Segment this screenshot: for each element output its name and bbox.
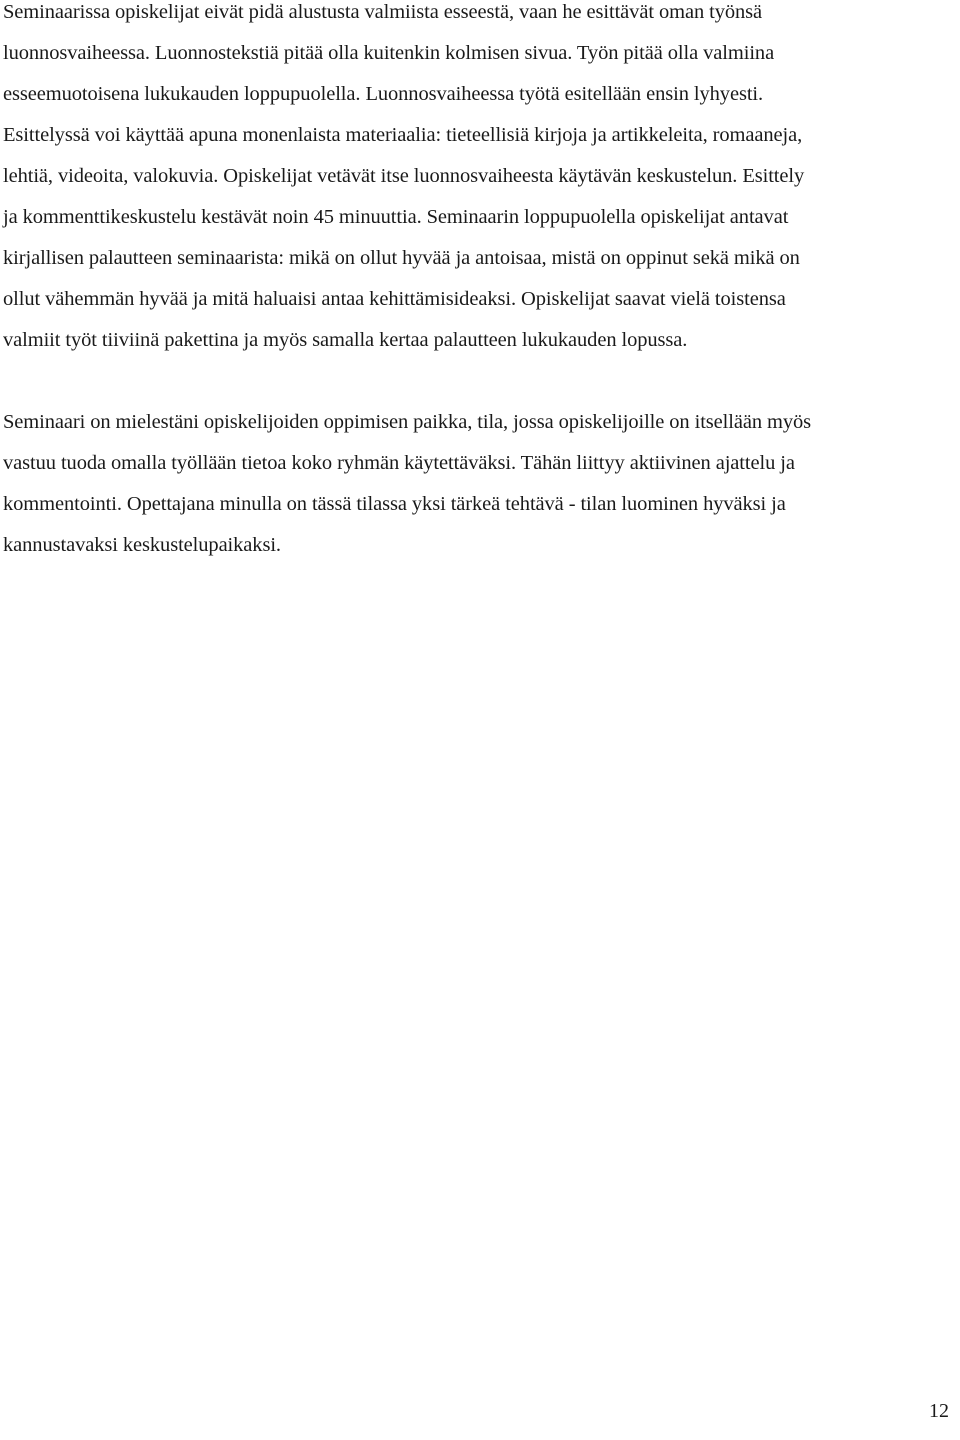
text-line: Seminaari on mielestäni opiskelijoiden oppimisen paikka, tila, jossa opiskelijoille on itsellään myös [3,411,812,433]
text-line: esseemuotoisena lukukauden loppupuolella. Luonnosvaiheessa työtä esitellään ensin lyhyesti. [3,83,764,105]
text-line: kirjallisen palautteen seminaarista: mikä on ollut hyvää ja antoisaa, mistä on oppinut sekä mikä on [3,247,800,269]
text-line: lehtiä, videoita, valokuvia. Opiskelijat vetävät itse luonnosvaiheesta käytävän keskustelun. Esittely [3,165,805,187]
page-number: 12 [929,1400,949,1422]
text-line: Seminaarissa opiskelijat eivät pidä alustusta valmiista esseestä, vaan he esittävät oman työnsä [3,1,763,23]
text-line: ja kommenttikeskustelu kestävät noin 45 minuuttia. Seminaarin loppupuolella opiskelijat antavat [3,206,789,228]
text-line: ollut vähemmän hyvää ja mitä haluaisi antaa kehittämisideaksi. Opiskelijat saavat vielä toistensa [3,288,786,310]
text-line: kannustavaksi keskustelupaikaksi. [3,534,281,556]
text-line: kommentointi. Opettajana minulla on tässä tilassa yksi tärkeä tehtävä - tilan luominen hyväksi ja [3,493,786,515]
text-line: Esittelyssä voi käyttää apuna monenlaista materiaalia: tieteellisiä kirjoja ja artikkeleita, romaaneja, [3,124,803,146]
document-page [3,0,953,1440]
text-line: vastuu tuoda omalla työllään tietoa koko ryhmän käytettäväksi. Tähän liittyy aktiivinen ajattelu ja [3,452,795,474]
text-line: valmiit työt tiiviinä pakettina ja myös samalla kertaa palautteen lukukauden lopussa. [3,329,688,351]
text-line: luonnosvaiheessa. Luonnostekstiä pitää olla kuitenkin kolmisen sivua. Työn pitää olla valmiina [3,42,775,64]
